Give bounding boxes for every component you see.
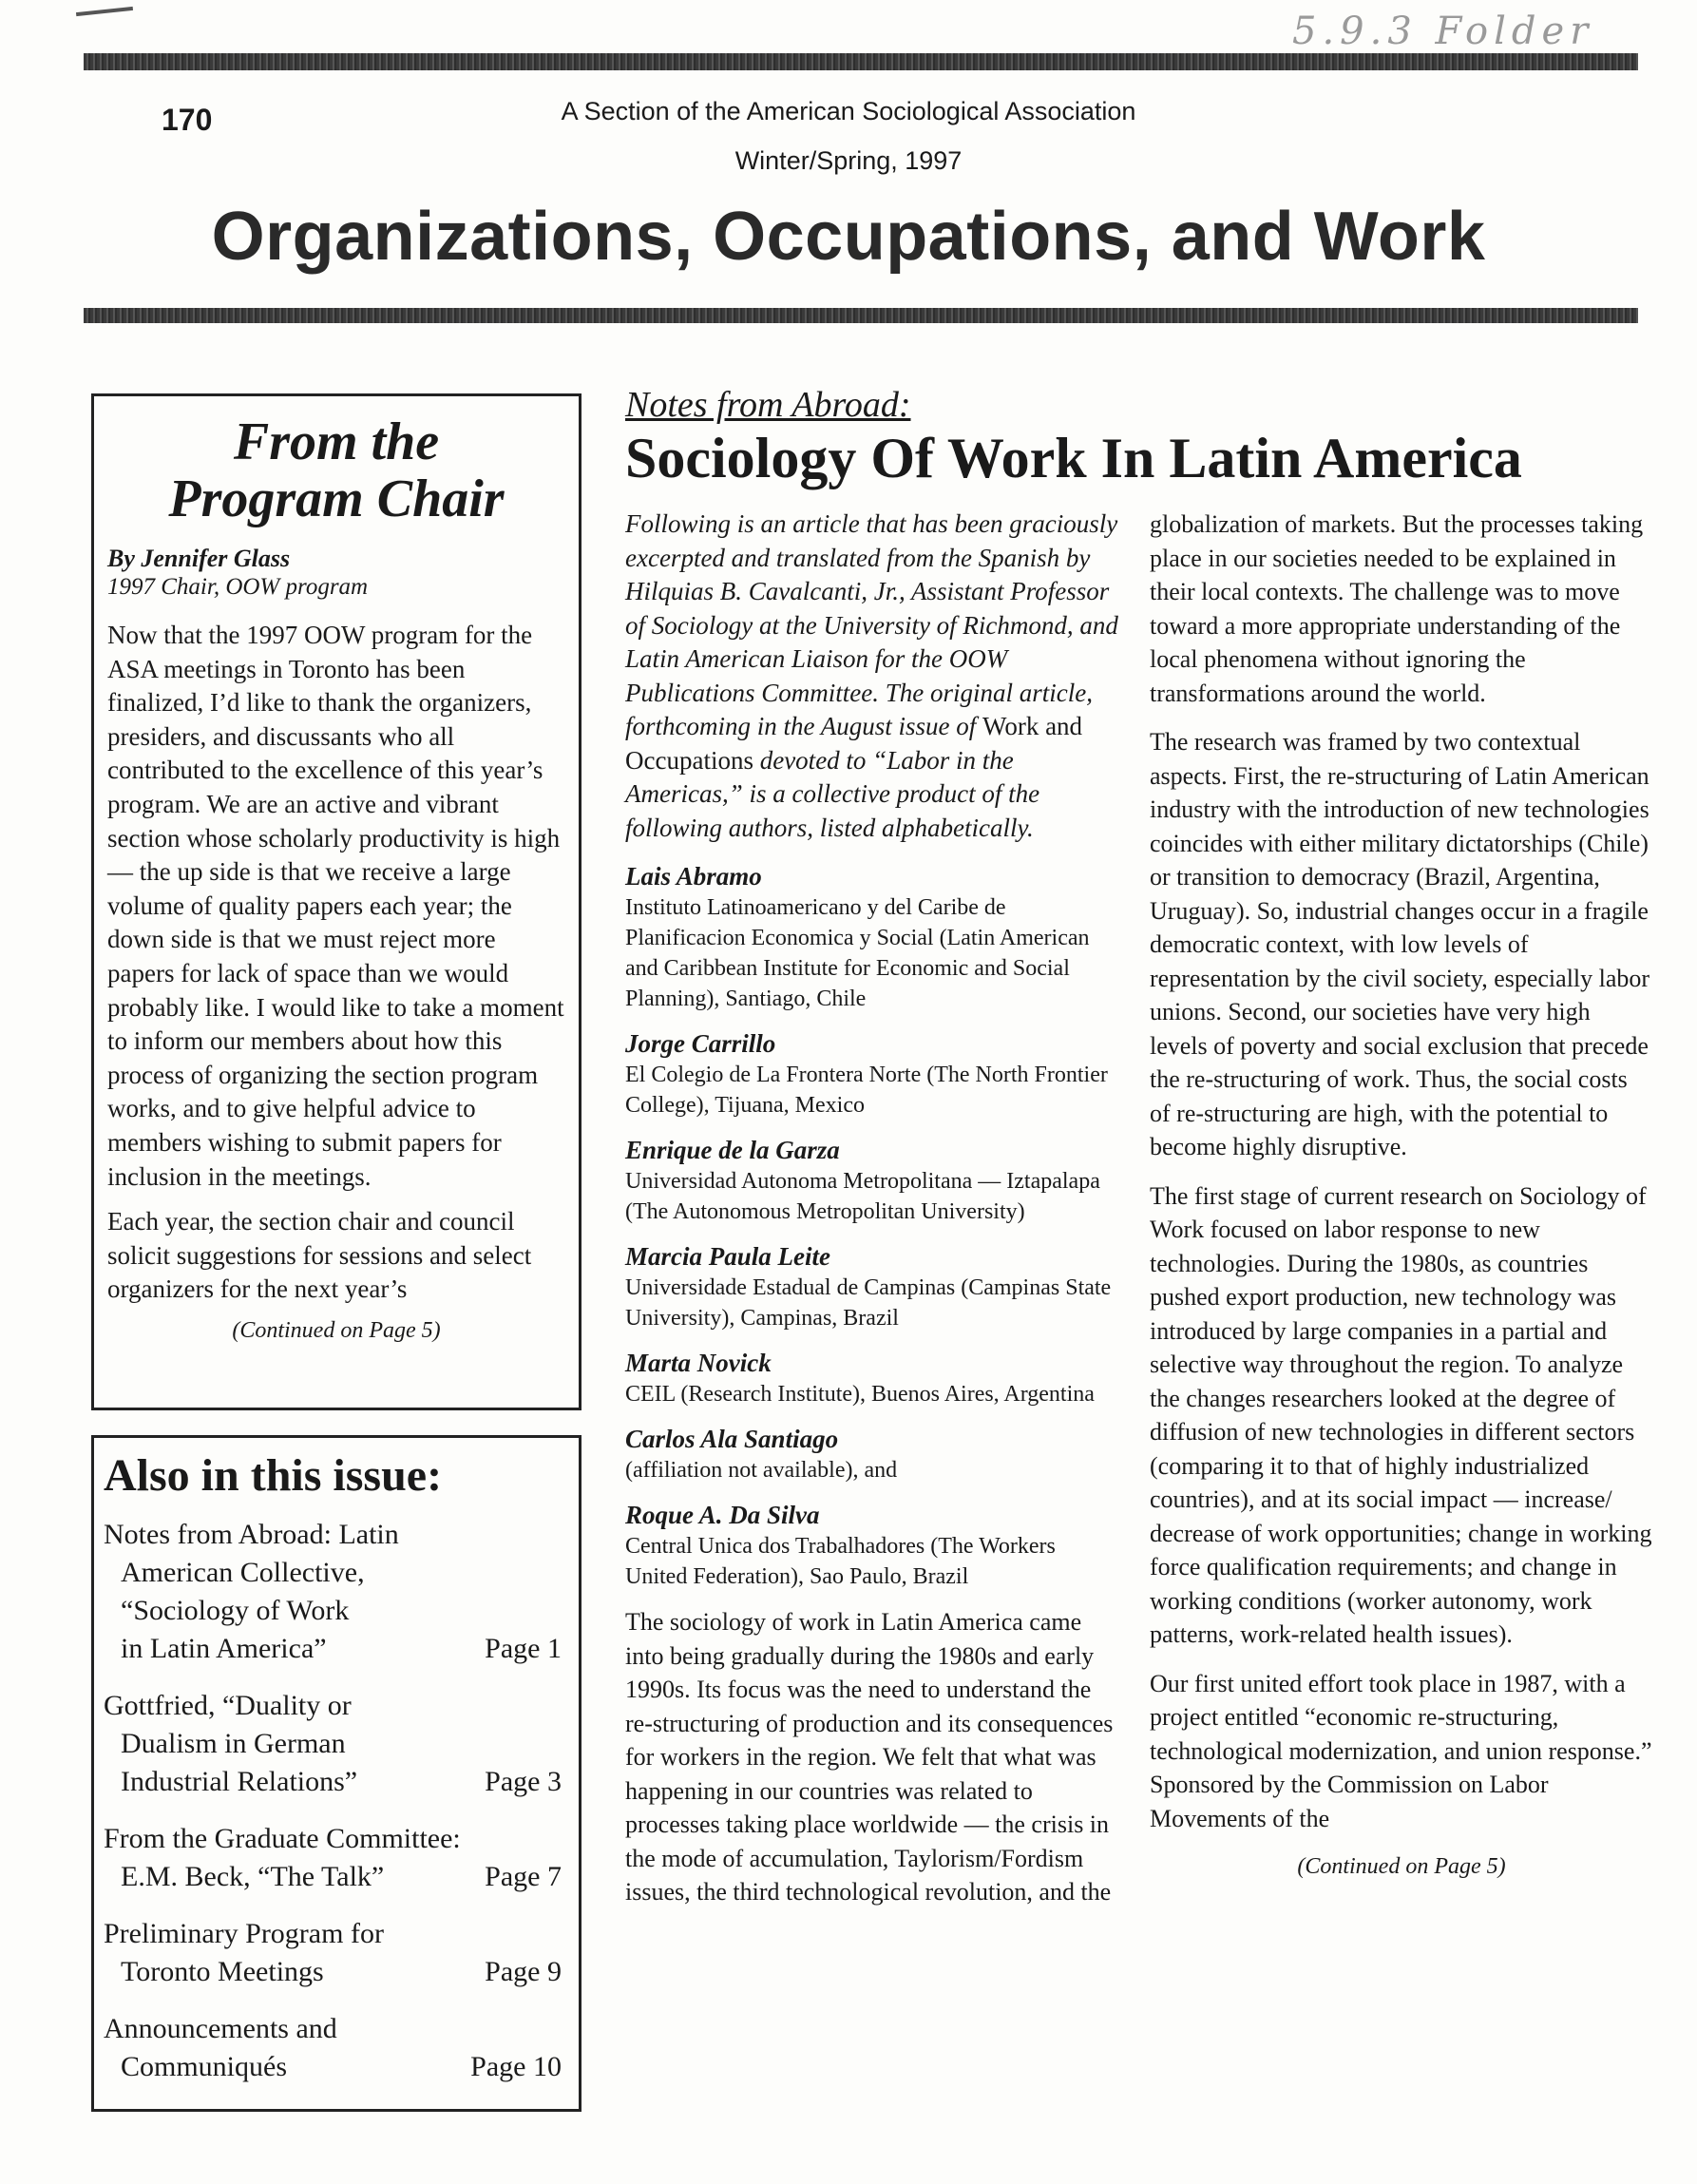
program-chair-box <box>91 393 582 1410</box>
byline-role: 1997 Chair, OOW program <box>107 574 369 600</box>
toc-page: Page 9 <box>485 1956 562 1987</box>
author-affiliation: (affiliation not available), and <box>625 1458 898 1483</box>
handwritten-note: 5.9.3 Folder <box>1292 10 1594 53</box>
article-paragraph: globalization of markets. But the processes taking place in our societies needed to be explained in their local contexts. The challenge was to move toward a more appropriate understanding of the local phenomena without ignoring the transformations around the world. <box>1150 510 1644 707</box>
toc-page: Page 7 <box>485 1861 562 1892</box>
toc-heading: Also in this issue: <box>104 1450 443 1501</box>
toc-page: Page 3 <box>485 1766 562 1797</box>
author-affiliation: Central Unica dos Trabalhadores (The Workers United Federation), Sao Paulo, Brazil <box>625 1534 1056 1589</box>
journal-title: Work and Occupations <box>625 712 1083 775</box>
author-list <box>625 860 1123 1592</box>
article-paragraph: The research was framed by two contextual aspects. First, the re-structuring of Latin American industry with the introduction of new technologies coincides with either military dictatorships (Chile) or transition to democracy (Brazil, Argentina, Uruguay). So, industrial changes occur in a fragile democratic context, with low levels of representation by the civil society, especially labor unions. Second, our societies have very high levels of poverty and social exclusion that precede the re-structuring of work. Thus, the social costs of re-structuring are high, with the potential to become highly disruptive. <box>1150 728 1650 1160</box>
program-chair-title-line2: Program Chair <box>168 469 505 528</box>
toc-item[interactable] <box>104 1516 569 1668</box>
continued-link[interactable]: (Continued on Page 5) <box>232 1317 441 1343</box>
article-headline: Sociology Of Work In Latin America <box>625 427 1522 489</box>
toc-line: Gottfried, “Duality or <box>104 1690 352 1721</box>
scan-mark <box>76 7 133 16</box>
author-affiliation: Universidad Autonoma Metropolitana — Iztapalapa (The Autonomous Metropolitan University) <box>625 1169 1100 1224</box>
newsletter-title: Organizations, Occupations, and Work <box>211 199 1486 275</box>
section-line: A Section of the American Sociological Association <box>561 97 1136 125</box>
page-number: 170 <box>162 103 213 137</box>
toc-line: Dualism in German <box>121 1728 346 1759</box>
toc-line: E.M. Beck, “The Talk” <box>121 1861 385 1892</box>
chair-paragraph: Each year, the section chair and council solicit suggestions for sessions and select organizers for the next year’s <box>107 1207 532 1304</box>
masthead-rule <box>84 308 1638 323</box>
author-name: Enrique de la Garza <box>625 1136 840 1164</box>
toc-page: Page 1 <box>485 1633 562 1664</box>
program-chair-title-line1: From the <box>233 412 440 471</box>
toc-line: American Collective, <box>121 1557 365 1588</box>
author-name: Carlos Ala Santiago <box>625 1425 839 1453</box>
article-paragraph: The first stage of current research on Sociology of Work focused on labor response to new technologies. During the 1980s, as countries pushed export production, new technology was introduced by large companies in a partial and selective way throughout the region. To analyze the changes researchers looked at the degree of diffusion of new technologies in different sectors (comparing it to that of highly industrialized countries), and at its social impact — increase/ decrease of work opportunities; change in working force qualification requirements; and change in working conditions (worker autonomy, work patterns, work-related health issues). <box>1150 1181 1652 1648</box>
also-in-issue-box <box>91 1435 582 2112</box>
intro-text: devoted to “Labor in the Americas,” is a collective product of the following authors, listed alphabetically. <box>625 745 1040 842</box>
toc-line: Preliminary Program for <box>104 1918 384 1949</box>
issue-date: Winter/Spring, 1997 <box>734 146 963 175</box>
article-intro <box>625 508 1123 845</box>
author-affiliation: El Colegio de La Frontera Norte (The North Frontier College), Tijuana, Mexico <box>625 1063 1108 1118</box>
toc-line: Industrial Relations” <box>121 1766 358 1797</box>
author-name: Jorge Carrillo <box>625 1029 776 1058</box>
article-column-right <box>1150 508 1653 1885</box>
toc-item[interactable] <box>104 1820 569 1896</box>
toc-line: From the Graduate Committee: <box>104 1823 461 1854</box>
toc-line: Communiqués <box>121 2051 288 2082</box>
program-chair-title <box>107 413 565 527</box>
toc-item[interactable] <box>104 1915 569 1991</box>
author-name: Roque A. Da Silva <box>625 1501 820 1529</box>
toc-item[interactable] <box>104 1687 569 1801</box>
toc-line: Toronto Meetings <box>121 1956 324 1987</box>
author-name: Lais Abramo <box>625 862 762 891</box>
chair-paragraph: Now that the 1997 OOW program for the ASA meetings in Toronto has been finalized, I’d like to thank the organizers, presiders, and discussants who all contributed to the excellence of this year’s program. We are an active and vibrant section whose scholarly productivity is high — the up side is that we receive a large volume of quality papers each year; the down side is that we must reject more papers for lack of space than we would probably like. I would like to take a moment to inform our members about how this process of organizing the section program works, and to give helpful advice to members wishing to submit papers for inclusion in the meetings. <box>107 621 564 1191</box>
author-affiliation: CEIL (Research Institute), Buenos Aires, Argentina <box>625 1382 1095 1407</box>
author-name: Marcia Paula Leite <box>625 1242 830 1271</box>
author-name: Marta Novick <box>625 1349 772 1377</box>
article-column-middle <box>625 508 1123 1925</box>
author-affiliation: Universidade Estadual de Campinas (Campinas State University), Campinas, Brazil <box>625 1275 1112 1331</box>
article-paragraph: Our first united effort took place in 1987, with a project entitled “economic re-structuring, technological modernization, and union response.” Sponsored by the Commission on Labor Movements of the <box>1150 1669 1652 1832</box>
toc-page: Page 10 <box>470 2051 562 2082</box>
toc-line: Notes from Abroad: Latin <box>104 1519 399 1550</box>
author-affiliation: Instituto Latinoamericano y del Caribe de Planificacion Economica y Social (Latin American and Caribbean Institute for Economic and Social Planning), Santiago, Chile <box>625 895 1090 1011</box>
top-rule <box>84 53 1638 70</box>
toc-line: “Sociology of Work <box>121 1595 350 1626</box>
intro-text: Following is an article that has been graciously excerpted and translated from the Spanish by Hilquias B. Cavalcanti, Jr., Assistant Professor of Sociology at the University of Richmond, and Latin American Liaison for the OOW Publications Committee. The original article, forthcoming in the August issue of <box>625 509 1118 740</box>
toc-item[interactable] <box>104 2010 569 2086</box>
toc-line: Announcements and <box>104 2013 337 2044</box>
toc-line: in Latin America” <box>121 1633 327 1664</box>
byline: By Jennifer Glass <box>107 545 291 572</box>
article-paragraph: The sociology of work in Latin America came into being gradually during the 1980s and early 1990s. Its focus was the need to understand the re-structuring of production and its consequences for workers in the region. We felt that what was happening in our countries was related to processes taking place worldwide — the crisis in the mode of accumulation, Taylorism/Fordism issues, the third technological revolution, and the <box>625 1608 1114 1906</box>
continued-link[interactable]: (Continued on Page 5) <box>1297 1854 1506 1879</box>
article-kicker: Notes from Abroad: <box>625 385 911 425</box>
